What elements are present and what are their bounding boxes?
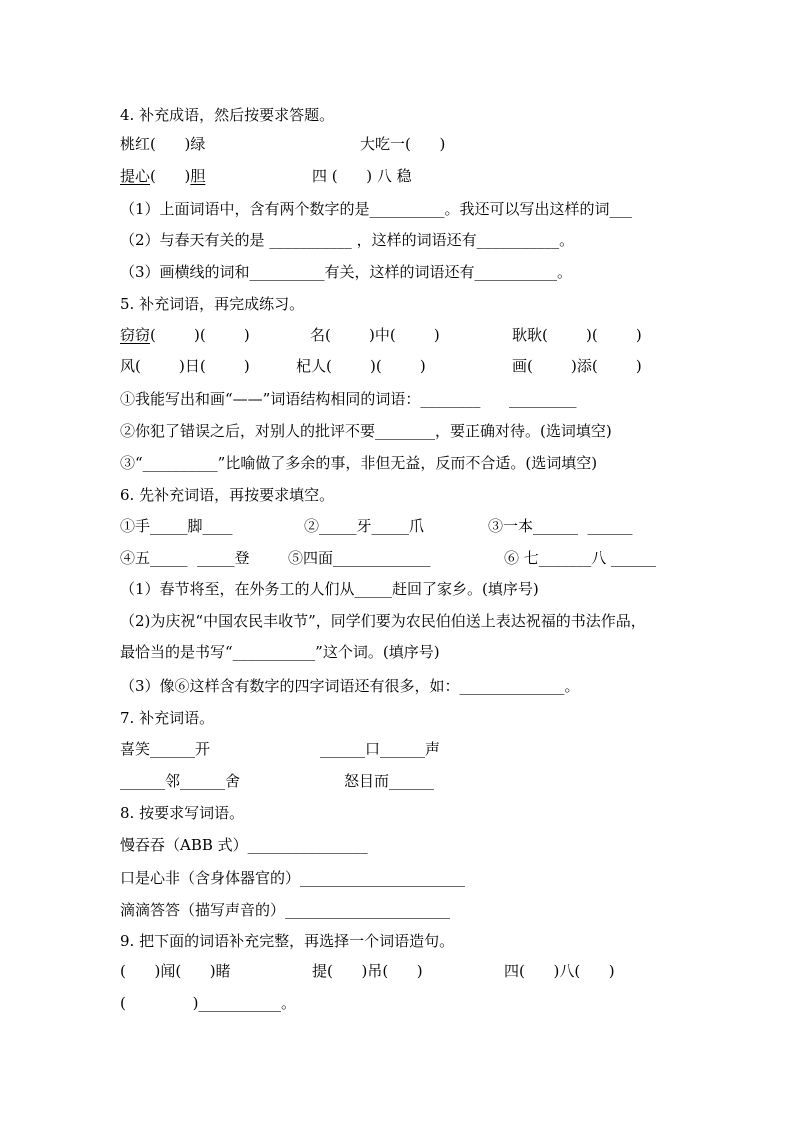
q4-idiom-4: 四 ( ) 八 稳 — [312, 167, 412, 185]
q5-idiom-6: 画( )添( ) — [512, 357, 642, 375]
worksheet-page: 4. 补充成语，然后按要求答题。 桃红( )绿 大吃一( ) 提心( )胆 四 ( ) 八 稳 （1）上面词语中，含有两个数字的是__________。我还可以写出这样的词___ （2）与春天有关的是 ___________ ，这样的词语还有___________。 （3）画横线的词和__________有关，这样的词语还有___________。 5. 补充词语，再完成练习。 窃窃( )( ) 名( )中( ) 耿耿( )( ) 风( )日( ) 杞人( )( ) 画( )添( ) ①我能写出和画“——”词语结构相同的词语：________ _________ ②你犯了错误之后，对别人的批评不要________，要正确对待。(选词填空) ③“__________”比喻做了多余的事，非但无益，反而不合适。(选词填空) 6. 先补充词语，再按要求填空。 ①手_____脚____ ②_____牙_____爪 ③一本______ ______ ④五_____ _____登 ⑤四面_____________ ⑥ 七_______八 ______ （1）春节将至，在外务工的人们从_____赶回了家乡。(填序号) （2)为庆祝“中国农民丰收节”，同学们要为农民伯伯送上表达祝福的书法作品， 最恰当的是书写“___________”这个词。(填序号) （3）像⑥这样含有数字的四字词语还有很多，如：______________。 7. 补充词语。 喜笑______开 ______口______声 ______邻______舍 怒目而______ 8. 按要求写词语。 慢吞吞（ABB 式）________________ 口是心非（含身体器官的）______________________ 滴滴答答（描写声音的）______________________ 9. 把下面的词语补充完整，再选择一个词语造句。 ( )闻( )睹 提( )吊( ) 四( )八( ) ( )___________。 — [0, 0, 794, 1123]
q5-idiom-3: 耿耿( )( ) — [512, 326, 642, 344]
q9-idiom-1: ( )闻( )睹 — [120, 962, 231, 980]
q5-idiom-5: 杞人( )( ) — [296, 357, 426, 375]
q7-item-1: 喜笑______开 — [120, 740, 211, 758]
q7-item-2: ______口______声 — [320, 740, 441, 758]
q5-idiom-1: 窃窃( )( ) — [120, 326, 250, 344]
q5-idiom-4: 风( )日( ) — [120, 357, 250, 375]
q4-idiom-3: 提心( )胆 — [120, 167, 206, 185]
q6-item-4: ④五_____ _____登 — [120, 549, 250, 567]
q5-idiom-2: 名( )中( ) — [310, 326, 440, 344]
q6-item-1: ①手_____脚____ — [120, 517, 233, 535]
q6-item-6: ⑥ 七_______八 ______ — [504, 549, 657, 567]
q9-idiom-3: 四( )八( ) — [504, 962, 615, 980]
q9-sentence-blank: ( )___________。 — [120, 994, 296, 1012]
q6-item-3: ③一本______ ______ — [488, 517, 633, 535]
q7-item-4: 怒目而______ — [344, 772, 435, 790]
q4-idiom-2: 大吃一( ) — [360, 135, 446, 153]
q6-item-2: ②_____牙_____爪 — [304, 517, 425, 535]
q4-idiom-1: 桃红( )绿 — [120, 135, 206, 153]
q6-item-5: ⑤四面_____________ — [288, 549, 431, 567]
q9-idiom-2: 提( )吊( ) — [312, 962, 423, 980]
q7-item-3: ______邻______舍 — [120, 772, 241, 790]
